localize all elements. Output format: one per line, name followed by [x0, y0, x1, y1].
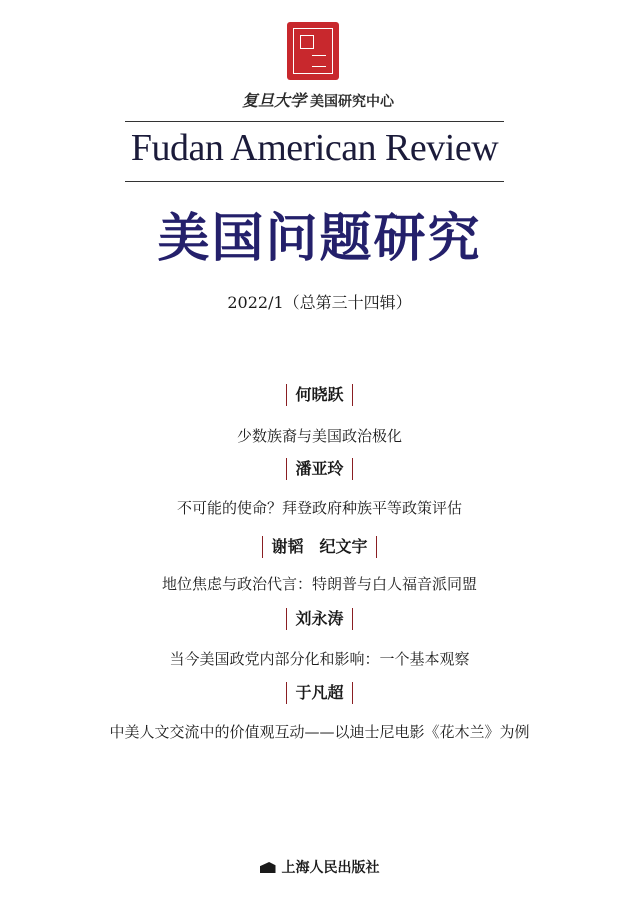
- publisher-name: 上海人民出版社: [281, 860, 380, 876]
- author-name: 潘亚玲: [286, 458, 352, 480]
- institution-seal: [287, 22, 339, 80]
- article-title-2: 不可能的使命？拜登政府种族平等政策评估: [176, 499, 462, 517]
- title-top-rule: [125, 121, 504, 122]
- author-2: [0, 458, 639, 480]
- author-4: [0, 608, 639, 630]
- author-5: [0, 682, 639, 704]
- author-3: [0, 536, 639, 558]
- seal-pattern-icon: [293, 28, 333, 74]
- author-1: [0, 384, 639, 406]
- center-name: 美国研究中心: [310, 94, 395, 110]
- title-bottom-rule: [125, 181, 504, 182]
- issue-number: 2022/1（总第三十四辑）: [227, 293, 412, 312]
- author-name: 何晓跃: [286, 384, 352, 406]
- publisher-logo-icon: [260, 862, 276, 873]
- article-title-3: 地位焦虑与政治代言：特朗普与白人福音派同盟: [161, 575, 477, 593]
- author-name: 于凡超: [286, 682, 352, 704]
- article-title-1: 少数族裔与美国政治极化: [236, 427, 402, 445]
- article-title-5: 中美人文交流中的价值观互动——以迪士尼电影《花木兰》为例: [109, 723, 530, 741]
- article-title-4: 当今美国政党内部分化和影响：一个基本观察: [169, 650, 470, 668]
- institution-line: [242, 88, 394, 111]
- publisher: [0, 857, 639, 877]
- chinese-title: 美国问题研究: [157, 208, 482, 269]
- institution-name: 复旦大学: [242, 91, 307, 110]
- english-title: Fudan American Review: [130, 127, 499, 169]
- author-name: 谢韬 纪文宇: [262, 536, 376, 558]
- author-name: 刘永涛: [286, 608, 352, 630]
